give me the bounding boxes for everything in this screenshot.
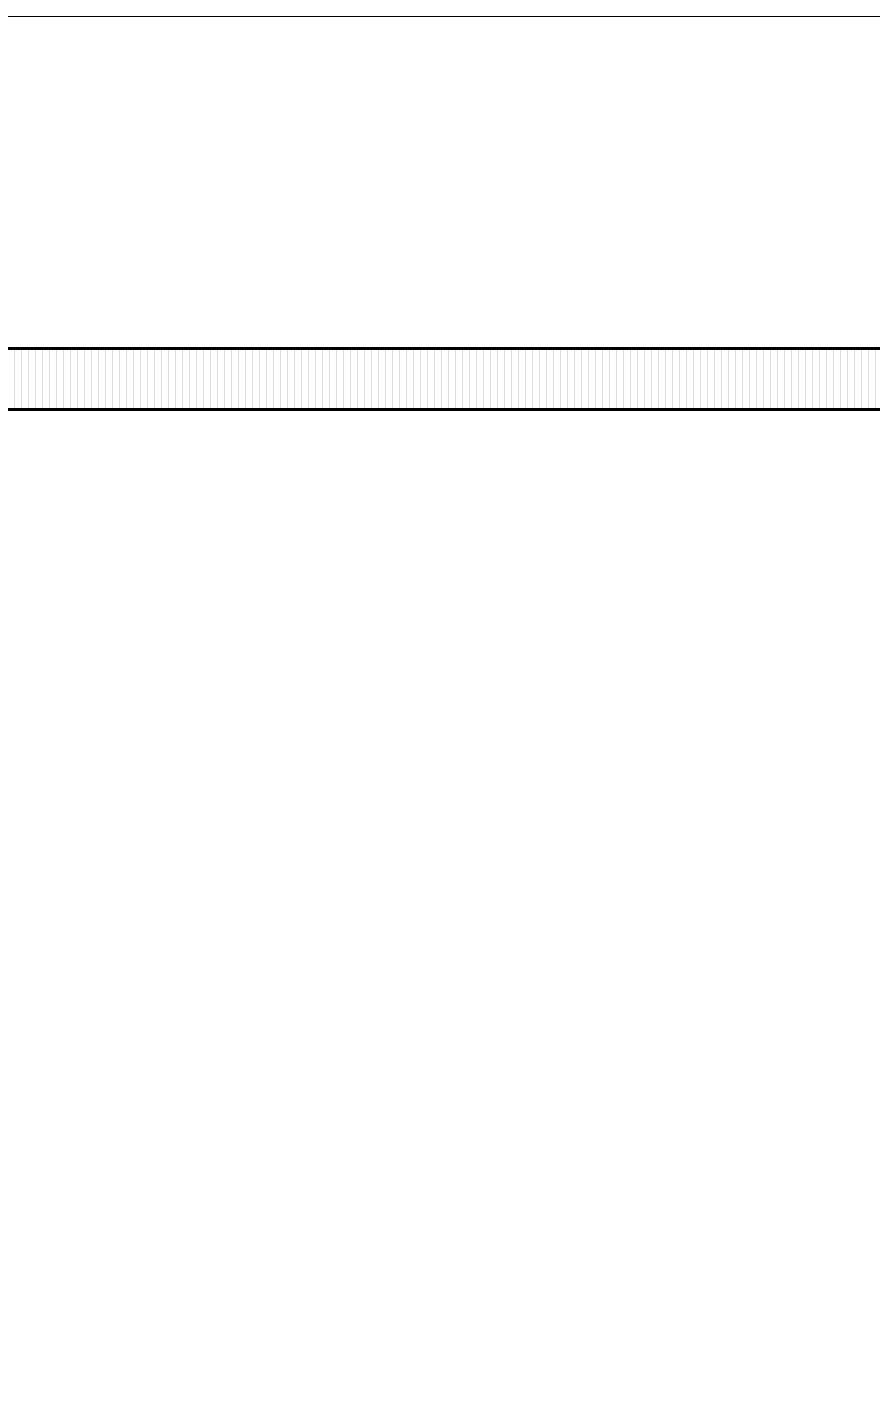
newspaper-page xyxy=(8,4,880,1396)
classified-strip xyxy=(8,20,880,342)
service-guide xyxy=(8,418,880,1396)
home-service-banner xyxy=(8,347,880,411)
masthead xyxy=(8,4,880,17)
